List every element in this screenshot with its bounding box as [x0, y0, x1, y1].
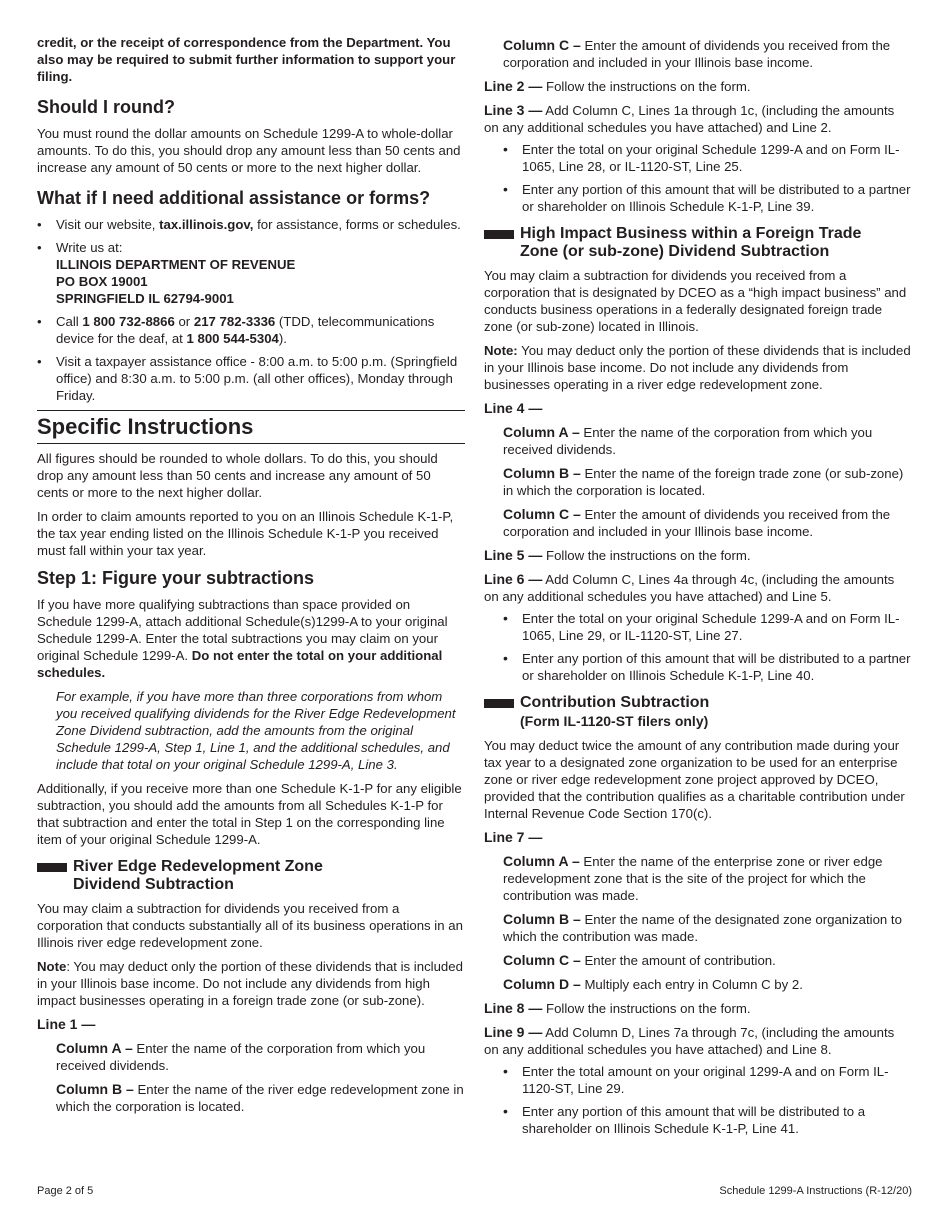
phone-number: 1 800 732-8866: [82, 314, 175, 329]
line8: Line 8 — Follow the instructions on the form.: [484, 1000, 751, 1016]
line7-label: Line 7 —: [484, 829, 543, 845]
intro-paragraph: credit, or the receipt of correspondence from the Department. You also may be required to submit further information to support your filing.: [37, 35, 456, 84]
step1-paragraph: If you have more qualifying subtractions than space provided on Schedule 1299-A, attach additional Schedule(s)1299-A to your original Schedule 1299-A. Enter the total subtractions you may claim on your original Schedule 1299-A. Do not enter the total on your additional schedules.: [37, 597, 448, 680]
address-line: ILLINOIS DEPARTMENT OF REVENUE: [56, 257, 296, 272]
phone-number: 1 800 544-5304: [186, 331, 279, 346]
list-item: • Enter any portion of this amount that will be distributed to a partner or shareholder on Illinois Schedule K-1-P, Line 39.: [484, 181, 912, 215]
line3-list: [484, 141, 912, 215]
list-item: • Visit our website, tax.illinois.gov, for assistance, forms or schedules.: [37, 216, 465, 233]
river-edge-paragraph: You may claim a subtraction for dividends you received from a corporation that conducts substantially all of its business operations in an Illinois river edge redevelopment zone.: [37, 901, 463, 950]
line1-column-b: Column B – Enter the name of the river edge redevelopment zone in which the corporation is located.: [56, 1081, 464, 1114]
line6: Line 6 — Add Column C, Lines 4a through 4c, (including the amounts on any additional schedules you have attached) and Line 5.: [484, 571, 895, 604]
list-item: • Enter the total on your original Schedule 1299-A and on Form IL-1065, Line 29, or IL-1120-ST, Line 27.: [484, 610, 912, 644]
list-item: • Call 1 800 732-8866 or 217 782-3336 (TDD, telecommunications device for the deaf, at 1 800 544-5304).: [37, 313, 465, 347]
line3: Line 3 — Add Column C, Lines 1a through 1c, (including the amounts on any additional schedules you have attached) and Line 2.: [484, 102, 895, 135]
line4-column-b: Column B – Enter the name of the foreign trade zone (or sub-zone) in which the corporation is located.: [503, 465, 904, 498]
line9: Line 9 — Add Column D, Lines 7a through 7c, (including the amounts on any additional schedules you have attached) and Line 8.: [484, 1024, 895, 1057]
line4-column-c: Column C – Enter the amount of dividends you received from the corporation and included in your Illinois base income.: [503, 506, 891, 539]
list-item: • Enter the total on your original Schedule 1299-A and on Form IL-1065, Line 28, or IL-1120-ST, Line 25.: [484, 141, 912, 175]
line7-column-b: Column B – Enter the name of the designated zone organization to which the contribution was made.: [503, 911, 902, 944]
list-item: • Write us at: ILLINOIS DEPARTMENT OF REVENUE PO BOX 19001 SPRINGFIELD IL 62794-9001: [37, 239, 465, 307]
high-impact-heading: High Impact Business within a Foreign Trade Zone (or sub-zone) Dividend Subtraction: [484, 225, 912, 261]
specific-paragraph: All figures should be rounded to whole dollars. To do this, you should drop any amount less than 50 cents and increase any amount of 50 cents or more to the next higher dollar.: [37, 451, 438, 500]
list-item: • Enter any portion of this amount that will be distributed to a partner or shareholder on Illinois Schedule K-1-P, Line 40.: [484, 650, 912, 684]
line1-column-c: Column C – Enter the amount of dividends you received from the corporation and included in your Illinois base income.: [503, 37, 891, 70]
high-impact-paragraph: You may claim a subtraction for dividends you received from a corporation that is designated by DCEO as a “high impact business” and conducts business operations in a federally designated foreign trade zone (or sub-zone) located in Illinois.: [484, 268, 907, 334]
line1-column-a: Column A – Enter the name of the corporation from which you received dividends.: [56, 1040, 426, 1073]
step1-additional: Additionally, if you receive more than one Schedule K-1-P for any eligible subtraction, you should add the amounts from all Schedules K-1-P for that subtraction and enter the total in Step 1 on the corresponding line item of your original Schedule 1299-A.: [37, 781, 462, 847]
specific-paragraph: In order to claim amounts reported to you on an Illinois Schedule K-1-P, the tax year ending listed on the Illinois Schedule K-1-P you received must fall within your tax year.: [37, 509, 454, 558]
page-number: Page 2 of 5: [37, 1185, 94, 1197]
website-link[interactable]: tax.illinois.gov,: [159, 217, 254, 232]
address-line: PO BOX 19001: [56, 274, 148, 289]
section-bar-icon: [484, 699, 514, 708]
line1-label: Line 1 —: [37, 1016, 96, 1032]
high-impact-note: Note: You may deduct only the portion of these dividends that is included in your Illinois base income. Do not include any dividends from businesses operating in a river edge redevelopment zone.: [484, 343, 911, 392]
assistance-list: [37, 216, 465, 404]
step1-example: For example, if you have more than three corporations from whom you received qualifying dividends for the River Edge Redevelopment Zone Dividend subtraction, add the amounts from the original Schedule 1299-A, Step 1, Line 1, and the additional schedules, and include that total on your original Schedule 1299-A, Line 3.: [56, 689, 456, 772]
line5: Line 5 — Follow the instructions on the form.: [484, 547, 751, 563]
form-id: Schedule 1299-A Instructions (R-12/20): [719, 1185, 912, 1197]
phone-number: 217 782-3336: [193, 314, 276, 329]
list-item: • Visit a taxpayer assistance office - 8:00 a.m. to 5:00 p.m. (Springfield office) and 8:30 a.m. to 5:00 p.m. (all other offices), Monday through Friday.: [37, 353, 465, 404]
river-edge-note: Note: You may deduct only the portion of these dividends that is included in your Illinois base income. Do not include any dividends from high impact businesses operating in a foreign trade zone (or sub-zone).: [37, 959, 463, 1008]
line6-list: [484, 610, 912, 684]
divider: [37, 410, 465, 411]
round-heading: Should I round?: [37, 97, 175, 117]
line9-list: [484, 1063, 912, 1137]
left-column: [37, 34, 465, 1122]
divider: [37, 443, 465, 444]
address-line: SPRINGFIELD IL 62794-9001: [56, 291, 234, 306]
line7-column-d: Column D – Multiply each entry in Column C by 2.: [503, 976, 803, 992]
line4-label: Line 4 —: [484, 400, 543, 416]
line7-column-c: Column C – Enter the amount of contribution.: [503, 952, 776, 968]
line4-column-a: Column A – Enter the name of the corporation from which you received dividends.: [503, 424, 873, 457]
line2: Line 2 — Follow the instructions on the form.: [484, 78, 751, 94]
specific-instructions-heading: Specific Instructions: [37, 414, 254, 439]
step1-heading: Step 1: Figure your subtractions: [37, 568, 315, 588]
contribution-paragraph: You may deduct twice the amount of any contribution made during your tax year to a designated zone organization to be used for an enterprise zone or river edge redevelopment zone project approved by DCEO, provided that the contribution qualifies as a charitable contribution under Internal Revenue Code Section 170(c).: [484, 738, 905, 821]
section-bar-icon: [484, 230, 514, 239]
line7-column-a: Column A – Enter the name of the enterprise zone or river edge redevelopment zone that is the site of the project for which the contribution was made.: [503, 853, 883, 903]
round-paragraph: You must round the dollar amounts on Schedule 1299-A to whole-dollar amounts. To do this, you should drop any amount less than 50 cents and increase any amount of 50 cents or more to the next higher dollar.: [37, 126, 461, 175]
river-edge-heading: River Edge Redevelopment Zone Dividend Subtraction: [37, 858, 465, 894]
right-column: [484, 37, 912, 1143]
contribution-heading: Contribution Subtraction (Form IL-1120-ST filers only): [484, 694, 912, 731]
assistance-heading: What if I need additional assistance or forms?: [37, 188, 431, 208]
list-item: • Enter any portion of this amount that will be distributed to a shareholder on Illinois Schedule K-1-P, Line 41.: [484, 1103, 912, 1137]
list-item: • Enter the total amount on your original 1299-A and on Form IL-1120-ST, Line 29.: [484, 1063, 912, 1097]
section-bar-icon: [37, 863, 67, 872]
